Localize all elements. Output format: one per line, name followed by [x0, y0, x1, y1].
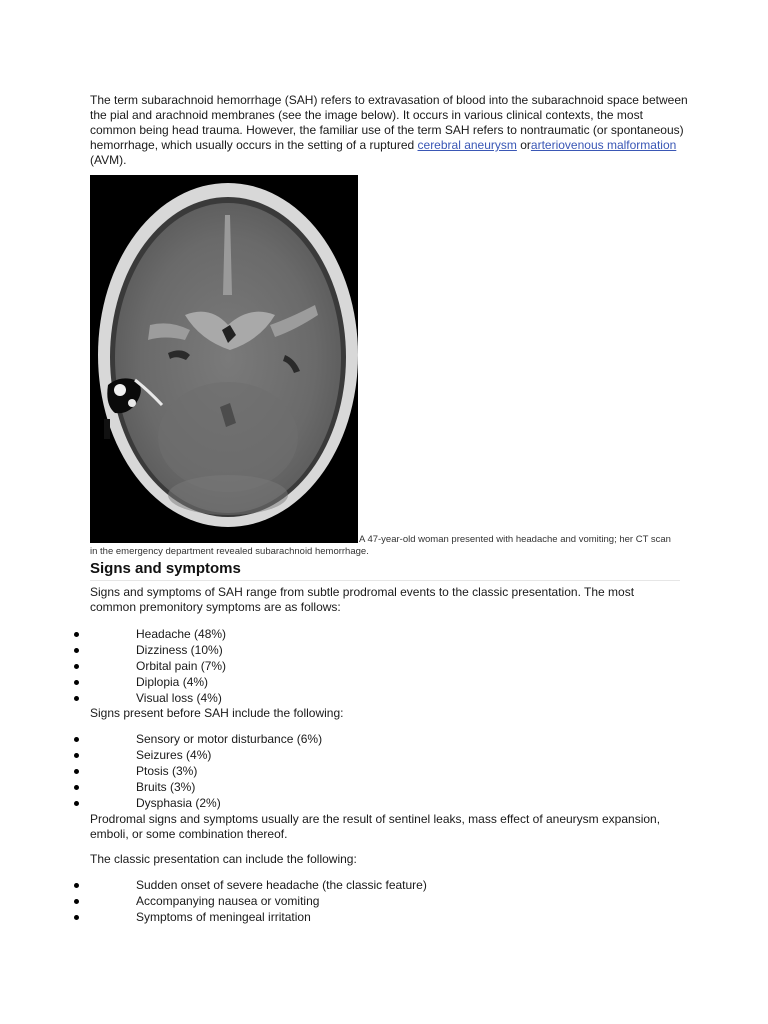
paragraph-signs-before: Signs present before SAH include the following:: [90, 706, 344, 720]
list-item: [0, 731, 680, 747]
list-item: [0, 763, 680, 779]
list-item: [0, 747, 680, 763]
list-item-text: Sudden onset of severe headache (the classic feature): [136, 878, 427, 892]
bullet-icon: [74, 680, 79, 685]
list-item-text: Sensory or motor disturbance (6%): [136, 732, 323, 746]
arteriovenous-malformation-link[interactable]: arteriovenous malformation: [530, 138, 677, 152]
list-item: [0, 658, 680, 674]
ct-scan-image: [90, 175, 358, 543]
bullet-icon: [74, 883, 79, 888]
bullet-icon: [74, 769, 79, 774]
intro-text-after: (AVM).: [90, 153, 127, 167]
list-item-text: Orbital pain (7%): [136, 659, 227, 673]
intro-text-before: The term subarachnoid hemorrhage (SAH) refers to extravasation of blood into the subarachnoid space between the pial and arachnoid membranes (see the image below). It occurs in various clinical contexts, the most common being head trauma. However, the familiar use of the term SAH refers to nontraumatic (or spontaneous) hemorrhage, which usually occurs in the setting of a ruptured: [90, 93, 688, 152]
classic-presentation-list: [0, 877, 680, 925]
intro-paragraph: [90, 93, 690, 168]
list-item-text: Headache (48%): [136, 627, 227, 641]
list-item: [0, 893, 680, 909]
list-item-text: Dizziness (10%): [136, 643, 223, 657]
list-item: [0, 626, 680, 642]
list-item-text: Diplopia (4%): [136, 675, 209, 689]
list-item: [0, 674, 680, 690]
list-item-text: Ptosis (3%): [136, 764, 198, 778]
bullet-icon: [74, 664, 79, 669]
bullet-icon: [74, 785, 79, 790]
paragraph-intro-symptoms: Signs and symptoms of SAH range from subtle prodromal events to the classic presentation. The most common premonitory symptoms are as follows:: [90, 585, 635, 614]
bullet-icon: [74, 753, 79, 758]
list-item: [0, 642, 680, 658]
list-item-text: Visual loss (4%): [136, 691, 222, 705]
list-item: [0, 877, 680, 893]
bullet-icon: [74, 801, 79, 806]
list-item: [0, 909, 680, 925]
intro-text-between: or: [516, 138, 531, 152]
bullet-icon: [74, 915, 79, 920]
figure-caption: A 47-year-old woman presented with headache and vomiting; her CT scan in the emergency department revealed subarachnoid hemorrhage.: [90, 534, 671, 557]
signs-before-list: [0, 731, 680, 811]
bullet-icon: [74, 696, 79, 701]
bullet-icon: [74, 632, 79, 637]
bullet-icon: [74, 648, 79, 653]
list-item-text: Symptoms of meningeal irritation: [136, 910, 311, 924]
section-heading: Signs and symptoms: [90, 560, 680, 581]
list-item: [0, 690, 680, 706]
list-item: [0, 795, 680, 811]
list-item-text: Dysphasia (2%): [136, 796, 221, 810]
bullet-icon: [74, 899, 79, 904]
bullet-icon: [74, 737, 79, 742]
list-item-text: Bruits (3%): [136, 780, 196, 794]
paragraph-prodromal: Prodromal signs and symptoms usually are the result of sentinel leaks, mass effect of aneurysm expansion, emboli, or some combination thereof.: [90, 812, 661, 841]
list-item: [0, 779, 680, 795]
paragraph-classic-presentation: The classic presentation can include the following:: [90, 852, 357, 866]
list-item-text: Accompanying nausea or vomiting: [136, 894, 320, 908]
cerebral-aneurysm-link[interactable]: cerebral aneurysm: [417, 138, 517, 152]
list-item-text: Seizures (4%): [136, 748, 212, 762]
premonitory-symptoms-list: [0, 626, 680, 706]
